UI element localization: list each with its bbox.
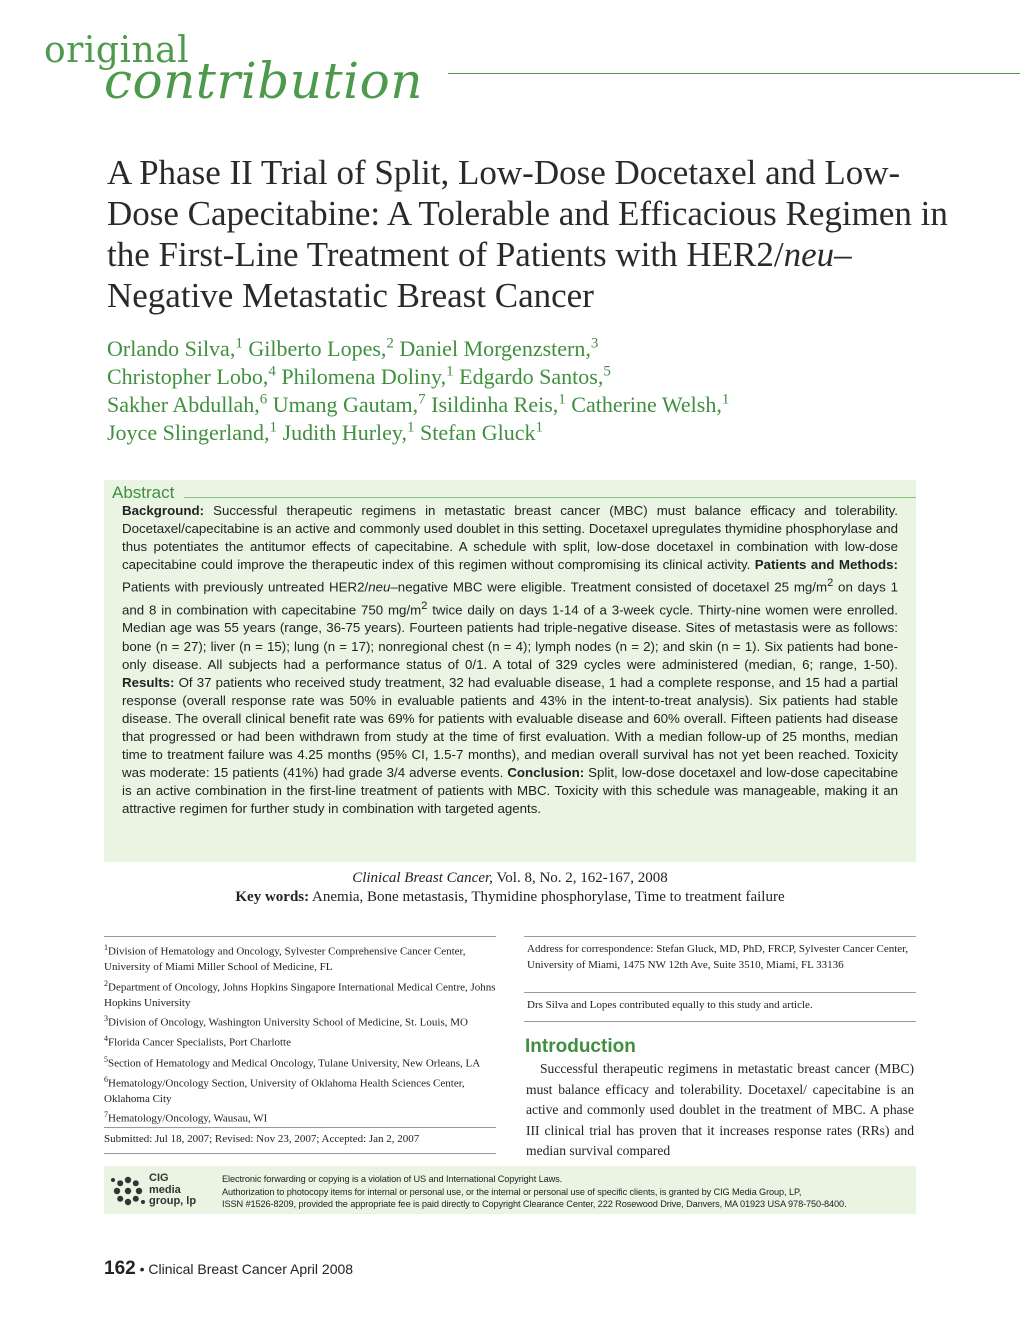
page-footer: 162 • Clinical Breast Cancer April 2008 (104, 1258, 354, 1279)
correspondence-rule-bottom (524, 1021, 916, 1022)
affiliation-item: $^4$Florida Cancer Specialists, Port Charlotte (104, 1034, 291, 1050)
correspondence-rule-mid (524, 992, 916, 993)
section-label-original: original (44, 30, 190, 71)
author: Stefan Gluck$^1$ (419, 419, 543, 445)
cig-logo-icon (109, 1172, 147, 1210)
submission-rule (104, 1153, 496, 1154)
correspondence-rule-top (524, 936, 916, 937)
abstract-heading: Abstract (112, 483, 175, 502)
author: Daniel Morgenzstern,$^3$ (399, 335, 599, 361)
introduction-heading: Introduction (525, 1036, 636, 1057)
affiliations-rule-top (104, 936, 496, 937)
affiliation-item: $^3$Division of Oncology, Washington University School of Medicine, St. Louis, MO (104, 1014, 468, 1029)
affiliation-item: $^6$Hematology/Oncology Section, University of Oklahoma Health Sciences Center, Oklahoma City (104, 1074, 465, 1105)
correspondence-address: Address for correspondence: Stefan Gluck, MD, PhD, FRCP, Sylvester Cancer Center, University of Miami, 1475 NW 12th Ave, Suite 3510, Miami, FL 33136 (527, 943, 909, 971)
introduction-body: Successful therapeutic regimens in metastatic breast cancer (MBC) must balance efficacy and tolerability. Docetaxel/ capecitabine is an active and commonly used doublet in the treatment of MBC. A phase III clinical trial has proven that it increases response rates (RRs) and median survival compared (526, 1061, 914, 1158)
header-rule (448, 73, 1020, 74)
affiliation-item: $^1$Division of Hematology and Oncology, Sylvester Comprehensive Cancer Center, University of Miami Miller School of Medicine, FL (104, 943, 466, 974)
contribution-note: Drs Silva and Lopes contributed equally to this study and article. (527, 999, 813, 1011)
publisher-name: CIG media group, lp (149, 1172, 197, 1207)
abstract-rule (184, 497, 916, 498)
key-words: Key words: Anemia, Bone metastasis, Thymidine phosphorylase, Time to treatment failure (235, 889, 785, 905)
author: Umang Gautam,$^7$ (272, 391, 426, 417)
author: Christopher Lobo,$^4$ (107, 363, 276, 389)
author: Catherine Welsh,$^1$ (571, 391, 730, 417)
author-list (107, 335, 967, 447)
author: Isildinha Reis,$^1$ (431, 391, 566, 417)
affiliation-item: $^7$Hematology/Oncology, Wausau, WI (104, 1110, 268, 1126)
page-number: 162 (104, 1258, 136, 1279)
author: Joyce Slingerland,$^1$ (107, 419, 278, 445)
author: Judith Hurley,$^1$ (282, 419, 415, 445)
affiliations (104, 940, 496, 1128)
author: Orlando Silva,$^1$ (107, 335, 243, 361)
author: Gilberto Lopes,$^2$ (248, 335, 394, 361)
affiliation-item: $^2$Department of Oncology, Johns Hopkins Singapore International Medical Centre, Johns Hopkins University (104, 978, 496, 1009)
abstract-body: Background: Successful therapeutic regimens in metastatic breast cancer (MBC) must balance efficacy and tolerability. Docetaxel/capecitabine is an active and commonly used doublet in this setting. Docetaxel upregulates thymidine phosphorylase and thus potentiates the antitumor effects of capecitabine. A schedule with split, low-dose docetaxel in combination with low-dose capecitabine could improve the therapeutic index of this regimen without compromising its clinical activity. Patients and Methods: Patients with previously untreated HER2/neu–negative MBC were eligible. Treatment consisted of docetaxel 25 $mg/m^2$ on days 1 and 8 in combination with capecitabine 750 $mg/m^2$ twice daily on days 1-14 of a 3-week cycle. Thirty-nine women were enrolled. Median age was 55 years (range, 36-75 years). Fourteen patients had triple-negative disease. Sites of metastasis were as follows: bone (n = 27); liver (n = 15); lung (n = 17); nonregional chest (n = 4); lymph nodes (n = 2); and skin (n = 1). Six patients had bone-only disease. All subjects had a performance status of 0/1. A total of 329 cycles were administered (median, 6; range, 1-50). Results: Of 37 patients who received study treatment, 32 had evaluable disease, 1 had a complete response, and 15 had a partial response (overall response rate was 50% in evaluable patients and 43% in the intent-to-treat analysis). Six patients had stable disease. The overall clinical benefit rate was 69% for patients with evaluable disease and 60% overall. Fifteen patients had disease that progressed or had been withdrawn from study at the time of first evaluation. With a median follow-up of 25 months, median time to treatment failure was 4.25 months (95% CI, 1.5-7 months), and median overall survival has not yet been reached. Toxicity was moderate: 15 patients (41%) had grade 3/4 adverse events. Conclusion: Split, low-dose docetaxel and low-dose capecitabine is an active combination in the first-line treatment of patients with MBC. Toxicity with this schedule was manageable, making it an attractive regimen for further study in combination with targeted agents. (122, 503, 898, 817)
author: Edgardo Santos,$^5$ (459, 363, 611, 389)
journal-citation: Clinical Breast Cancer, Vol. 8, No. 2, 162-167, 2008 (352, 870, 668, 886)
author: Philomena Doliny,$^1$ (281, 363, 454, 389)
author: Sakher Abdullah,$^6$ (107, 391, 268, 417)
submission-dates: Submitted: Jul 18, 2007; Revised: Nov 23, 2007; Accepted: Jan 2, 2007 (104, 1133, 420, 1145)
copyright-notice: Electronic forwarding or copying is a violation of US and International Copyright Laws. Authorization to photocopy items for internal or personal use, or the internal or personal use of specific clients, is granted by CIG Media Group, LP, ISSN #1526-8209, provided the appropriate fee is paid directly to Copyright Clearance Center, 222 Rosewood Drive, Danvers, MA 01923 USA 978-750-8400. (222, 1174, 847, 1210)
affiliation-item: $^5$Section of Hematology and Medical Oncology, Tulane University, New Orleans, LA (104, 1054, 481, 1070)
section-label-contribution: contribution (104, 52, 423, 110)
affiliations-rule-bottom (104, 1127, 496, 1128)
article-title: A Phase II Trial of Split, Low-Dose Docetaxel and Low-Dose Capecitabine: A Tolerable and Efficacious Regimen in the First-Line Treatment of Patients with HER2/neu–Negative Metastatic Breast Cancer (107, 153, 948, 315)
